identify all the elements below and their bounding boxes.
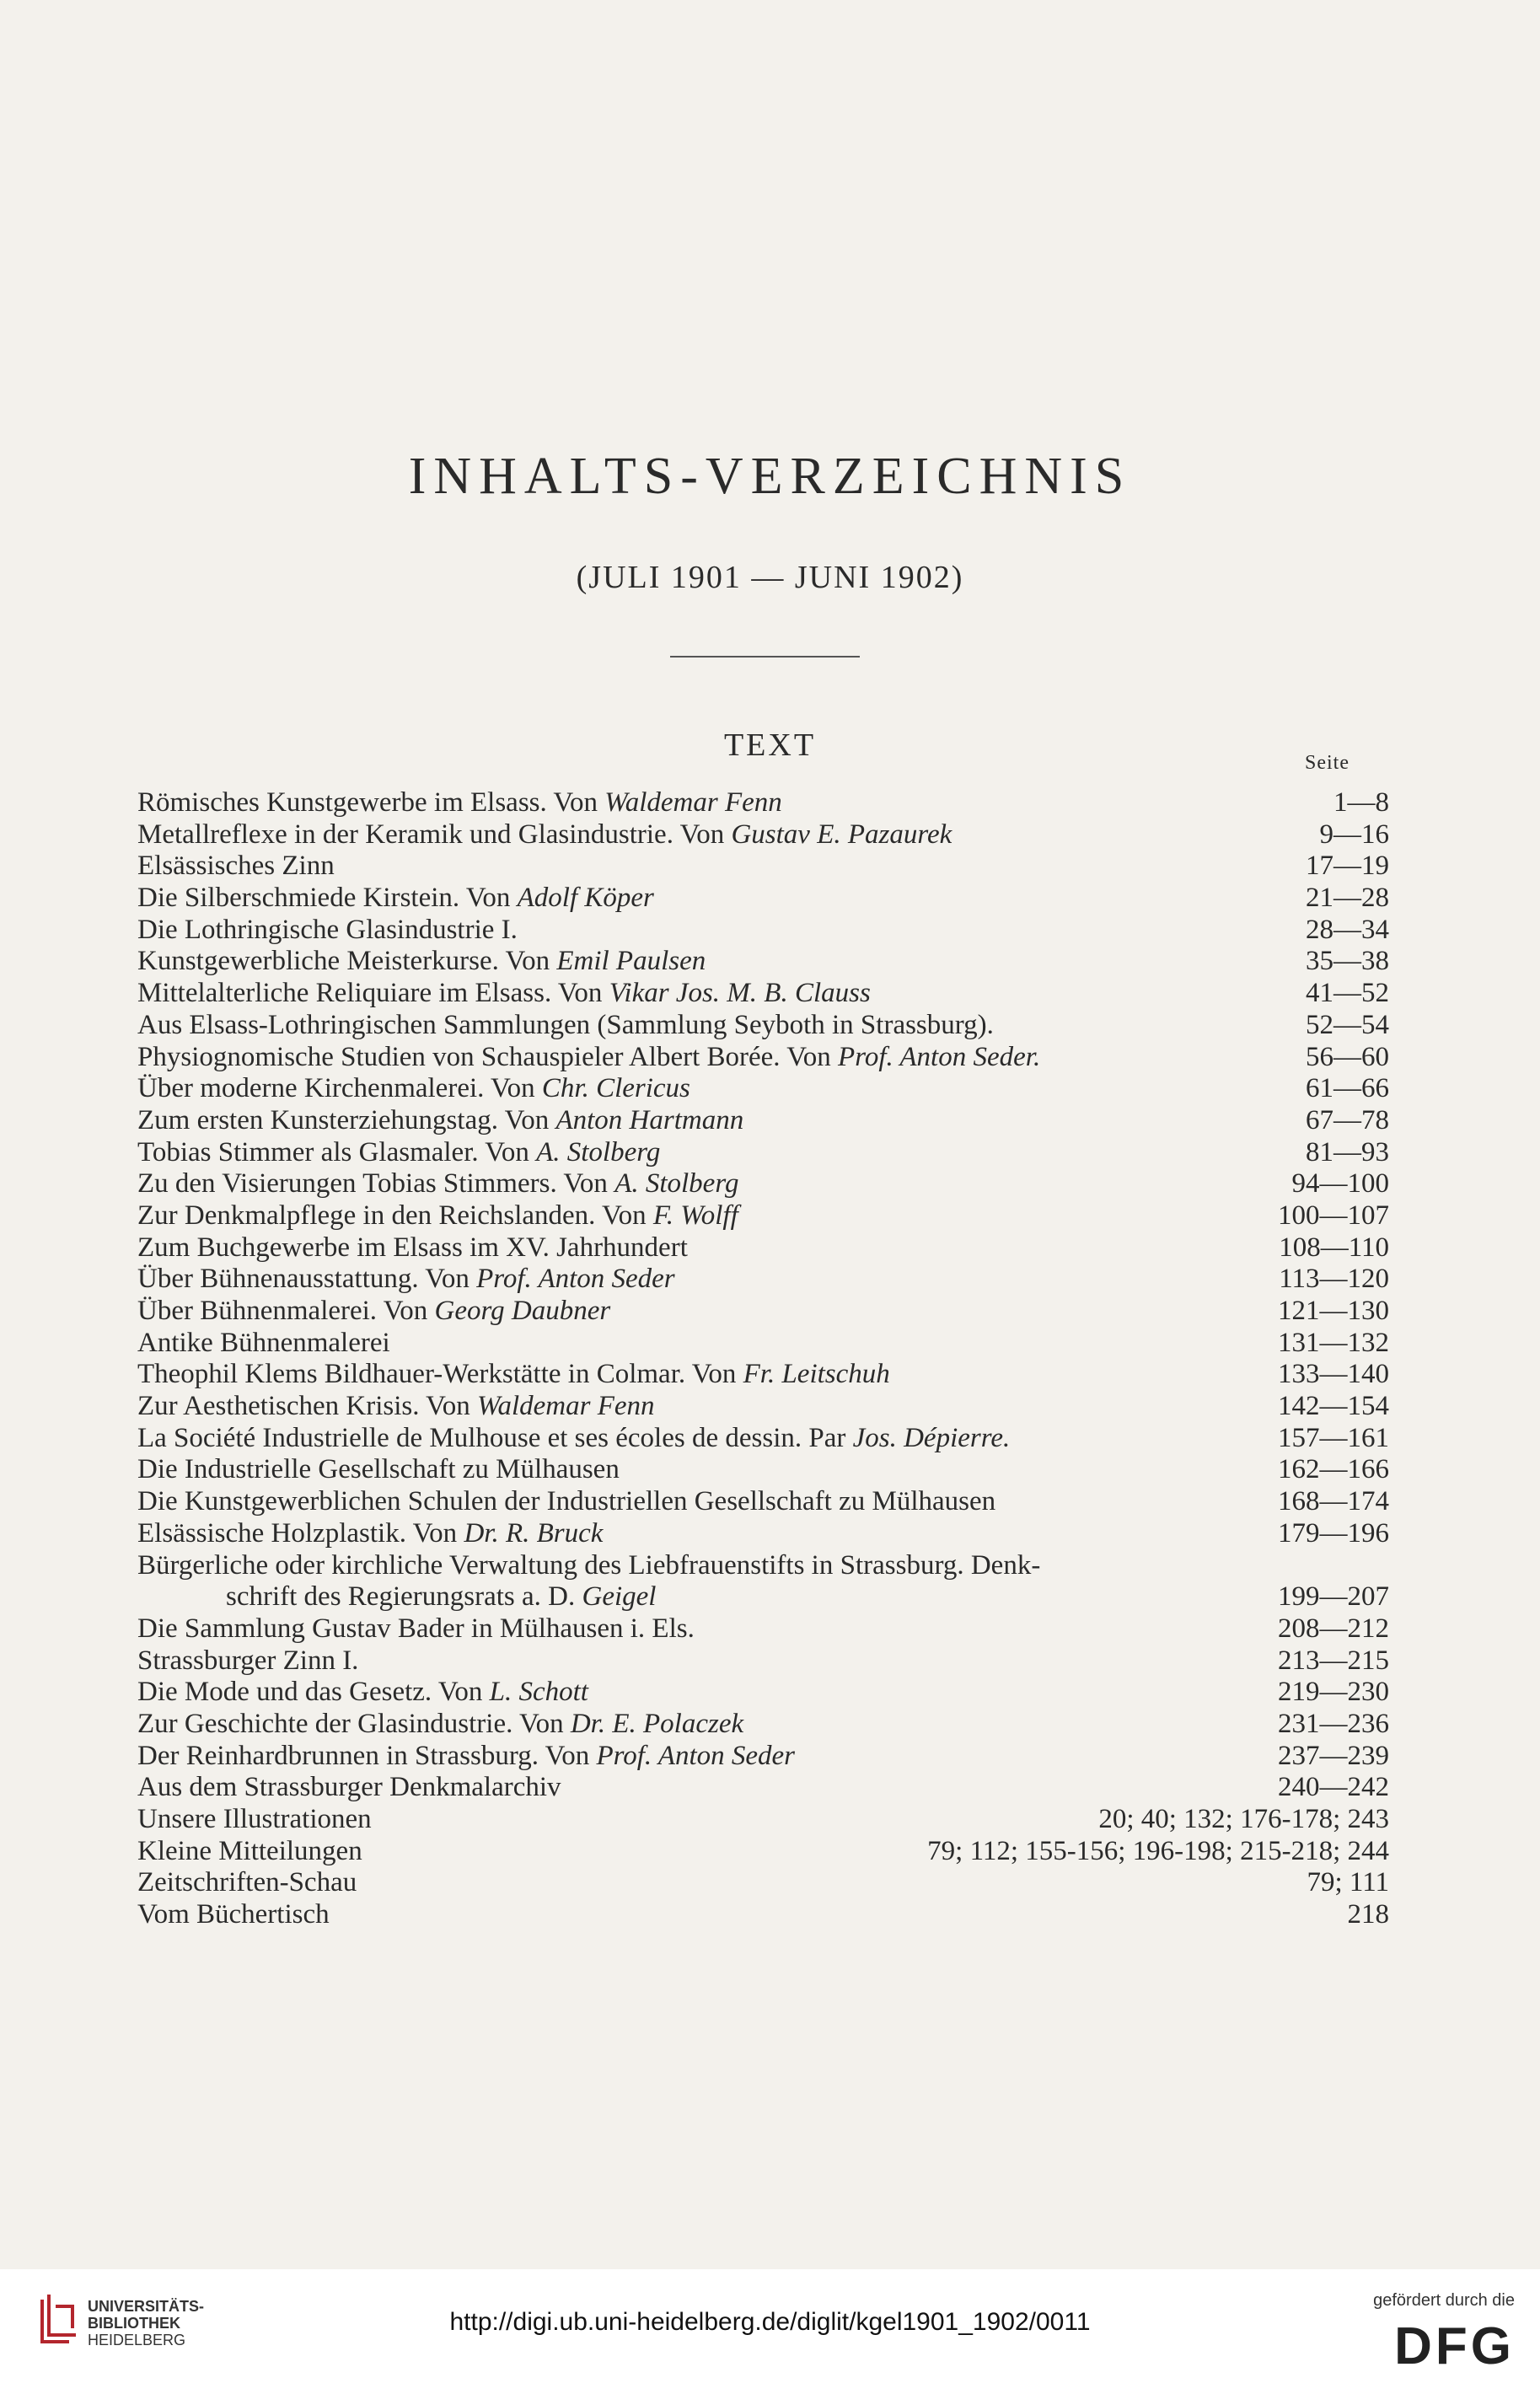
toc-entry-title [137, 1836, 371, 1868]
toc-entry [137, 1899, 1389, 1931]
toc-entry-title [137, 1232, 696, 1264]
toc-entry-pages: 108—110 [1270, 1232, 1389, 1264]
toc-entry-text: schrift des Regierungsrats a. D. [226, 1581, 582, 1613]
toc-entry-pages: 168—174 [1269, 1486, 1389, 1518]
column-label: Seite [1305, 752, 1350, 774]
toc-entry [137, 1645, 1389, 1677]
toc-entry-pages: 179—196 [1269, 1518, 1389, 1550]
toc-entry-text: Zur Denkmalpflege in den Reichslanden. Von [137, 1200, 653, 1231]
toc-entry [137, 1454, 1389, 1486]
toc-entry [137, 1804, 1389, 1836]
title-divider [670, 656, 860, 658]
toc-entry [137, 1010, 1389, 1042]
toc-entry [137, 1137, 1389, 1169]
toc-entry-text: Die Silberschmiede Kirstein. Von [137, 883, 518, 914]
toc-entry [137, 1709, 1389, 1741]
toc-entry-pages: 67—78 [1297, 1105, 1389, 1137]
library-name-line: UNIVERSITÄTS- [88, 2298, 205, 2315]
toc-entry-title [137, 1042, 1049, 1074]
toc-entry [137, 1200, 1389, 1232]
toc-entry-title [226, 1581, 664, 1613]
toc-entry-text: Elsässisches Zinn [137, 851, 335, 882]
toc-entry-title [137, 1168, 747, 1200]
toc-entry [137, 883, 1389, 915]
toc-entry-title [137, 1709, 752, 1741]
table-of-contents [137, 787, 1389, 1931]
toc-entry-text: Die Mode und das Gesetz. Von [137, 1677, 490, 1708]
toc-entry-title [137, 1899, 338, 1931]
toc-entry-text: Die Kunstgewerblichen Schulen der Industriellen Gesellschaft zu Mülhausen [137, 1486, 996, 1517]
toc-entry [137, 1550, 1389, 1582]
page-title: INHALTS-VERZEICHNIS [408, 448, 1132, 505]
toc-entry [137, 1391, 1389, 1423]
toc-entry-pages: 1—8 [1325, 787, 1389, 819]
toc-entry-author: Jos. Dépierre. [852, 1422, 1011, 1453]
toc-entry-author: Dr. R. Bruck [464, 1517, 604, 1549]
toc-entry-text: Theophil Klems Bildhauer-Werkstätte in Colmar. Von [137, 1359, 743, 1390]
toc-entry-author: L. Schott [489, 1677, 588, 1708]
toc-entry-text: La Société Industrielle de Mulhouse et ses écoles de dessin. Par [137, 1422, 853, 1453]
toc-entry [137, 1486, 1389, 1518]
toc-entry-title [137, 1264, 684, 1296]
toc-entry-author: Vikar Jos. M. B. Clauss [609, 978, 871, 1009]
toc-entry-pages: 157—161 [1269, 1423, 1389, 1455]
toc-entry-title [137, 819, 960, 851]
toc-entry-author: Prof. Anton Seder [596, 1740, 796, 1771]
toc-entry-pages: 61—66 [1297, 1073, 1389, 1105]
toc-entry [137, 1232, 1389, 1264]
toc-entry-title [137, 1454, 628, 1486]
toc-entry-title [137, 1359, 899, 1391]
toc-entry-pages: 94—100 [1284, 1168, 1390, 1200]
toc-entry [137, 1772, 1389, 1804]
page-subtitle: (JULI 1901 — JUNI 1902) [576, 560, 964, 595]
toc-entry-title [137, 1423, 1018, 1455]
toc-entry-title [137, 1105, 752, 1137]
toc-entry-text: Über Bühnenmalerei. Von [137, 1296, 435, 1326]
toc-entry [137, 1296, 1389, 1328]
toc-entry-title [137, 1391, 663, 1423]
toc-entry-text: Die Sammlung Gustav Bader in Mülhausen i. Els. [137, 1613, 695, 1644]
toc-entry-title [137, 1328, 399, 1360]
toc-entry [137, 1518, 1389, 1550]
toc-entry-author: Emil Paulsen [556, 946, 706, 977]
toc-entry [137, 1613, 1389, 1645]
toc-entry-author: Anton Hartmann [555, 1104, 744, 1135]
toc-entry-pages: 28—34 [1297, 915, 1389, 947]
toc-entry-author: Waldemar Fenn [604, 787, 782, 818]
toc-entry [137, 1581, 1389, 1613]
toc-entry [137, 1677, 1389, 1709]
toc-entry-title [137, 1613, 703, 1645]
toc-entry-author: Gustav E. Pazaurek [731, 819, 952, 850]
toc-entry-text: Metallreflexe in der Keramik und Glasindustrie. Von [137, 819, 732, 850]
toc-entry-title [137, 1137, 668, 1169]
toc-entry-text: Elsässische Holzplastik. Von [137, 1517, 464, 1549]
toc-entry-pages: 133—140 [1269, 1359, 1389, 1391]
toc-entry [137, 978, 1389, 1010]
toc-entry-text: Zur Geschichte der Glasindustrie. Von [137, 1708, 571, 1739]
toc-entry-text: Mittelalterliche Reliquiare im Elsass. Von [137, 978, 609, 1009]
toc-entry-title [137, 1772, 570, 1804]
toc-entry-title [137, 1518, 611, 1550]
toc-entry [137, 1359, 1389, 1391]
toc-entry-title [137, 851, 343, 883]
toc-entry-text: Zur Aesthetischen Krisis. Von [137, 1391, 478, 1422]
toc-entry-author: Waldemar Fenn [477, 1391, 655, 1422]
toc-entry-pages: 52—54 [1297, 1010, 1389, 1042]
toc-entry [137, 915, 1389, 947]
toc-entry-pages: 113—120 [1270, 1264, 1389, 1296]
section-heading: TEXT [723, 727, 817, 763]
toc-entry-pages: 81—93 [1297, 1137, 1389, 1169]
toc-entry [137, 946, 1389, 978]
toc-entry-title [137, 1296, 619, 1328]
toc-entry-text: Aus Elsass-Lothringischen Sammlungen (Sammlung Seyboth in Strassburg). [137, 1009, 994, 1040]
toc-entry-text: Der Reinhardbrunnen in Strassburg. Von [137, 1740, 597, 1771]
toc-entry-text: Vom Büchertisch [137, 1899, 330, 1930]
toc-entry [137, 819, 1389, 851]
toc-entry-text: Zum Buchgewerbe im Elsass im XV. Jahrhundert [137, 1232, 688, 1263]
toc-entry-pages: 162—166 [1269, 1454, 1389, 1486]
toc-entry-text: Die Industrielle Gesellschaft zu Mülhausen [137, 1454, 620, 1485]
toc-entry-author: Prof. Anton Seder [476, 1264, 675, 1295]
toc-entry-title [137, 1867, 365, 1899]
toc-entry-author: Chr. Clericus [541, 1073, 690, 1104]
toc-entry-title [137, 915, 526, 947]
toc-entry [137, 1042, 1389, 1074]
toc-entry [137, 1105, 1389, 1137]
toc-entry-title [137, 1741, 803, 1773]
toc-entry-title [137, 1677, 597, 1709]
toc-entry-pages: 240—242 [1269, 1772, 1389, 1804]
toc-entry-text: Zu den Visierungen Tobias Stimmers. Von [137, 1168, 615, 1200]
toc-entry-pages: 100—107 [1269, 1200, 1389, 1232]
toc-entry-pages: 56—60 [1297, 1042, 1389, 1074]
toc-entry-text: Über moderne Kirchenmalerei. Von [137, 1073, 542, 1104]
toc-entry-title [137, 1073, 699, 1105]
toc-entry-title [137, 1486, 1004, 1518]
toc-entry-author: A. Stolberg [536, 1136, 661, 1167]
toc-entry-title [137, 1645, 367, 1677]
toc-entry-pages: 199—207 [1269, 1581, 1389, 1613]
toc-entry-title [137, 1550, 1049, 1582]
library-name-line: BIBLIOTHEK [88, 2315, 180, 2332]
toc-entry-author: Adolf Köper [517, 883, 654, 914]
toc-entry-author: Geigel [582, 1581, 657, 1613]
toc-entry-pages: 231—236 [1269, 1709, 1389, 1741]
toc-entry-text: Physiognomische Studien von Schauspieler Albert Borée. Von [137, 1041, 839, 1072]
toc-entry-pages: 121—130 [1269, 1296, 1389, 1328]
toc-entry-pages: 131—132 [1269, 1328, 1389, 1360]
toc-entry-title [137, 1010, 1002, 1042]
toc-entry-author: Prof. Anton Seder. [838, 1041, 1041, 1072]
funding-label: gefördert durch die [1373, 2291, 1515, 2310]
toc-entry-pages: 79; 111 [1299, 1867, 1389, 1899]
toc-entry [137, 787, 1389, 819]
toc-entry-title [137, 978, 879, 1010]
toc-entry [137, 1867, 1389, 1899]
toc-entry-text: Aus dem Strassburger Denkmalarchiv [137, 1772, 561, 1803]
toc-entry-title [137, 1200, 747, 1232]
toc-entry-author: A. Stolberg [614, 1168, 739, 1200]
toc-entry-text: Antike Bühnenmalerei [137, 1327, 390, 1358]
toc-entry [137, 851, 1389, 883]
toc-entry [137, 1423, 1389, 1455]
toc-entry-text: Über Bühnenausstattung. Von [137, 1264, 477, 1295]
toc-entry-pages: 9—16 [1312, 819, 1390, 851]
dfg-logo: DFG [1394, 2317, 1515, 2375]
toc-entry-text: Tobias Stimmer als Glasmaler. Von [137, 1136, 537, 1167]
toc-entry [137, 1073, 1389, 1105]
toc-entry [137, 1264, 1389, 1296]
toc-entry-title [137, 883, 663, 915]
toc-entry-title [137, 1804, 380, 1836]
toc-entry [137, 1328, 1389, 1360]
toc-entry-pages: 208—212 [1269, 1613, 1389, 1645]
toc-entry-text: Zum ersten Kunsterziehungstag. Von [137, 1104, 556, 1135]
toc-entry-pages: 219—230 [1269, 1677, 1389, 1709]
source-url-link[interactable]: http://digi.ub.uni-heidelberg.de/diglit/kgel1901_1902/0011 [449, 2308, 1091, 2336]
toc-entry-pages: 218 [1339, 1899, 1390, 1931]
toc-entry-pages: 20; 40; 132; 176-178; 243 [1090, 1804, 1389, 1836]
toc-entry-text: Bürgerliche oder kirchliche Verwaltung des Liebfrauenstifts in Strassburg. Denk- [137, 1549, 1041, 1581]
toc-entry-pages: 213—215 [1269, 1645, 1389, 1677]
toc-entry-text: Die Lothringische Glasindustrie I. [137, 914, 518, 945]
toc-entry-text: Römisches Kunstgewerbe im Elsass. Von [137, 787, 605, 818]
toc-entry-author: Dr. E. Polaczek [570, 1708, 744, 1739]
toc-entry [137, 1168, 1389, 1200]
toc-entry [137, 1836, 1389, 1868]
toc-entry-title [137, 946, 714, 978]
toc-entry-title [137, 787, 791, 819]
toc-entry-pages: 21—28 [1297, 883, 1389, 915]
toc-entry-pages: 35—38 [1297, 946, 1389, 978]
toc-entry-text: Unsere Illustrationen [137, 1804, 372, 1834]
toc-entry-text: Kunstgewerbliche Meisterkurse. Von [137, 946, 557, 977]
toc-entry-pages: 142—154 [1269, 1391, 1389, 1423]
toc-entry-pages: 41—52 [1297, 978, 1389, 1010]
toc-entry-pages: 17—19 [1297, 851, 1389, 883]
library-name-line: HEIDELBERG [88, 2332, 186, 2348]
toc-entry-text: Zeitschriften-Schau [137, 1867, 357, 1898]
toc-entry-pages: 237—239 [1269, 1741, 1389, 1773]
toc-entry-text: Kleine Mitteilungen [137, 1835, 362, 1866]
toc-entry-author: Fr. Leitschuh [743, 1359, 890, 1390]
toc-entry-author: F. Wolff [652, 1200, 738, 1231]
toc-entry-author: Georg Daubner [434, 1296, 611, 1326]
toc-entry [137, 1741, 1389, 1773]
toc-entry-text: Strassburger Zinn I. [137, 1645, 359, 1676]
toc-entry-pages: 79; 112; 155-156; 196-198; 215-218; 244 [919, 1836, 1389, 1868]
